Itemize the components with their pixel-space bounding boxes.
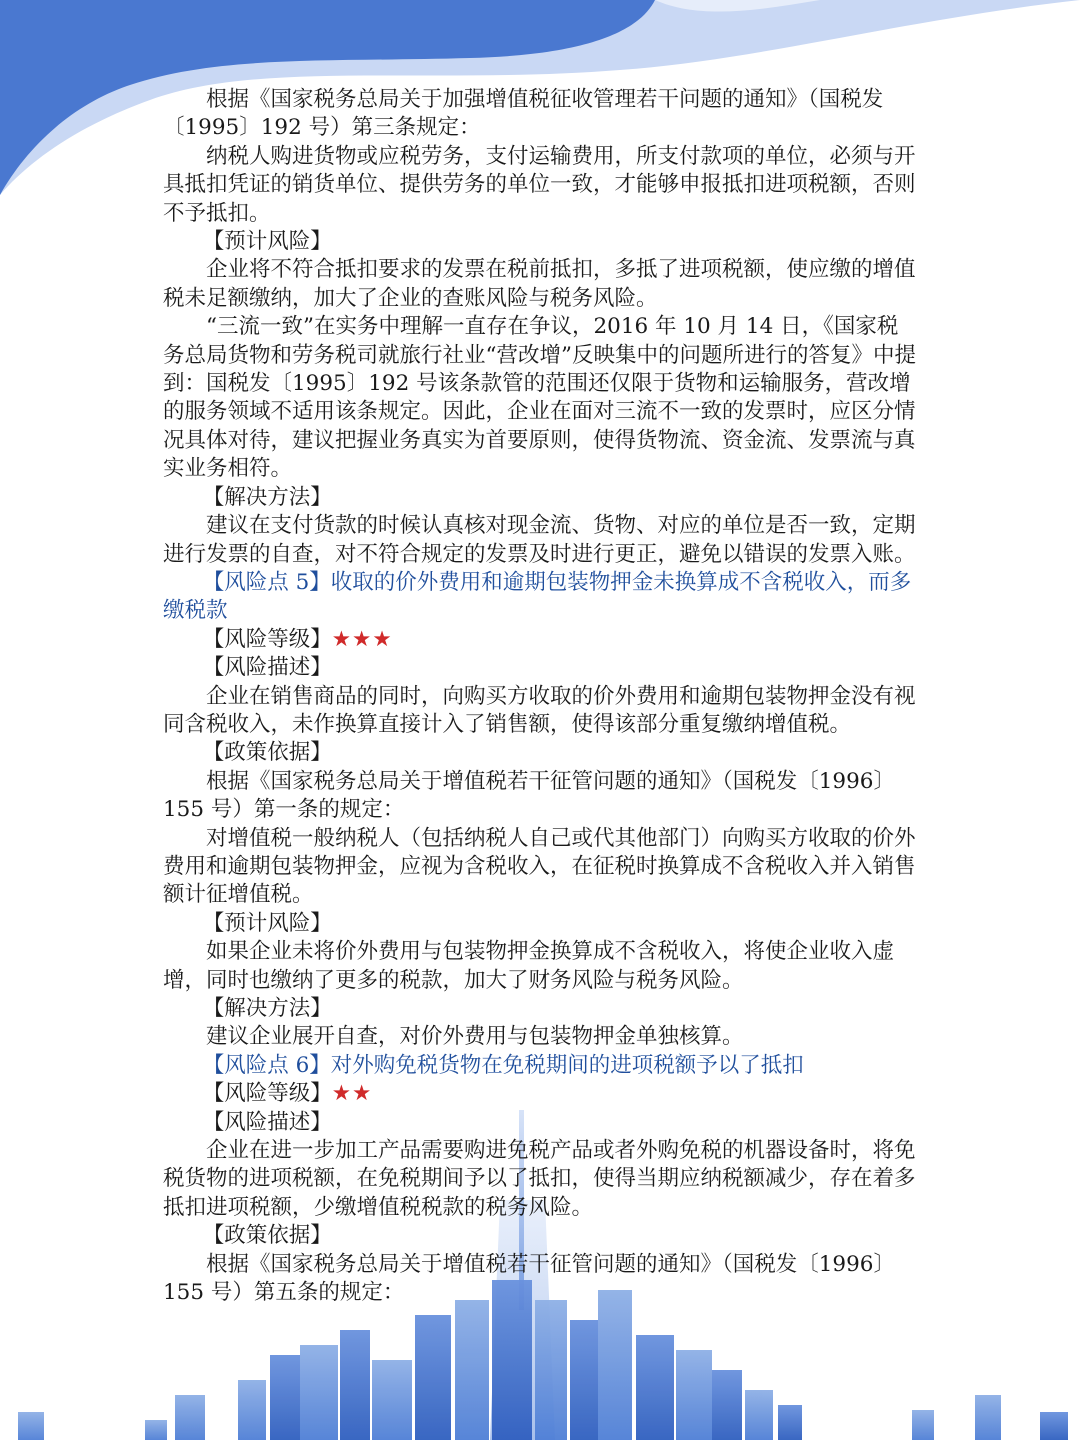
- paragraph: 根据《国家税务总局关于增值税若干征管问题的通知》（国税发〔1996〕155 号）第一条的规定：: [163, 768, 895, 823]
- paragraph: 建议企业展开自查，对价外费用与包装物押金单独核算。: [206, 1024, 744, 1050]
- star-rating: ★★★: [331, 626, 393, 652]
- risk-level-label: 【风险等级】: [202, 1081, 332, 1107]
- paragraph: “三流一致”在实务中理解一直存在争议，2016 年 10 月 14 日，《国家税务总局货物和劳务税司就旅行社业“营改增”反映集中的问题所进行的答复》中提到：国税发〔1995〕192 号该条款管的范围还仅限于货物和运输服务，营改增的服务领域不适用该条规定。因此，企业在面对三流不一致的发票时，应区分情况具体对待，建议把握业务真实为首要原则，使得货物流、资金流、发票流与真实业务相符。: [163, 314, 916, 482]
- section-label: 【风险描述】: [202, 655, 332, 681]
- paragraph: 企业将不符合抵扣要求的发票在税前抵扣，多抵了进项税额，使应缴的增值税未足额缴纳，加大了企业的查账风险与税务风险。: [163, 257, 916, 311]
- paragraph: 对增值税一般纳税人（包括纳税人自己或代其他部门）向购买方收取的价外费用和逾期包装物押金，应视为含税收入，在征税时换算成不含税收入并入销售额计征增值税。: [163, 825, 916, 908]
- paragraph: 企业在进一步加工产品需要购进免税产品或者外购免税的机器设备时，将免税货物的进项税额，在免税期间予以了抵扣，使得当期应纳税额减少，存在着多抵扣进项税额，少缴增值税税款的税务风险。: [163, 1138, 916, 1220]
- section-label: 【政策依据】: [202, 740, 332, 766]
- paragraph: 纳税人购进货物或应税劳务，支付运输费用，所支付款项的单位，必须与开具抵扣凭证的销货单位、提供劳务的单位一致，才能够申报抵扣进项税额，否则不予抵扣。: [163, 143, 916, 226]
- star-rating: ★★: [331, 1081, 373, 1107]
- paragraph: 如果企业未将价外费用与包装物押金换算成不含税收入，将使企业收入虚增，同时也缴纳了更多的税款，加大了财务风险与税务风险。: [163, 939, 895, 993]
- paragraph: 建议在支付货款的时候认真核对现金流、货物、对应的单位是否一致，定期进行发票的自查，对不符合规定的发票及时进行更正，避免以错误的发票入账。: [163, 513, 916, 567]
- risk-level: [163, 1080, 919, 1108]
- article-body: [163, 86, 919, 1307]
- paragraph: 企业在销售商品的同时，向购买方收取的价外费用和逾期包装物押金没有视同含税收入，未作换算直接计入了销售额，使得该部分重复缴纳增值税。: [163, 683, 916, 737]
- risk-level: [163, 626, 919, 654]
- risk-level-label: 【风险等级】: [202, 626, 332, 652]
- paragraph: 根据《国家税务总局关于增值税若干征管问题的通知》（国税发〔1996〕155 号）第五条的规定：: [163, 1251, 895, 1306]
- section-label: 【风险描述】: [202, 1109, 332, 1135]
- section-label: 【政策依据】: [202, 1223, 332, 1249]
- paragraph: 根据《国家税务总局关于加强增值税征收管理若干问题的通知》（国税发〔1995〕192 号）第三条规定：: [163, 87, 884, 141]
- section-label: 【解决方法】: [202, 996, 332, 1021]
- risk-heading: 【风险点 6】对外购免税货物在免税期间的进项税额予以了抵扣: [202, 1052, 804, 1078]
- section-label: 【预计风险】: [202, 229, 332, 255]
- section-label: 【解决方法】: [202, 484, 332, 510]
- risk-heading: 【风险点 5】收取的价外费用和逾期包装物押金未换算成不含税收入，而多缴税款: [163, 569, 912, 624]
- section-label: 【预计风险】: [202, 910, 332, 936]
